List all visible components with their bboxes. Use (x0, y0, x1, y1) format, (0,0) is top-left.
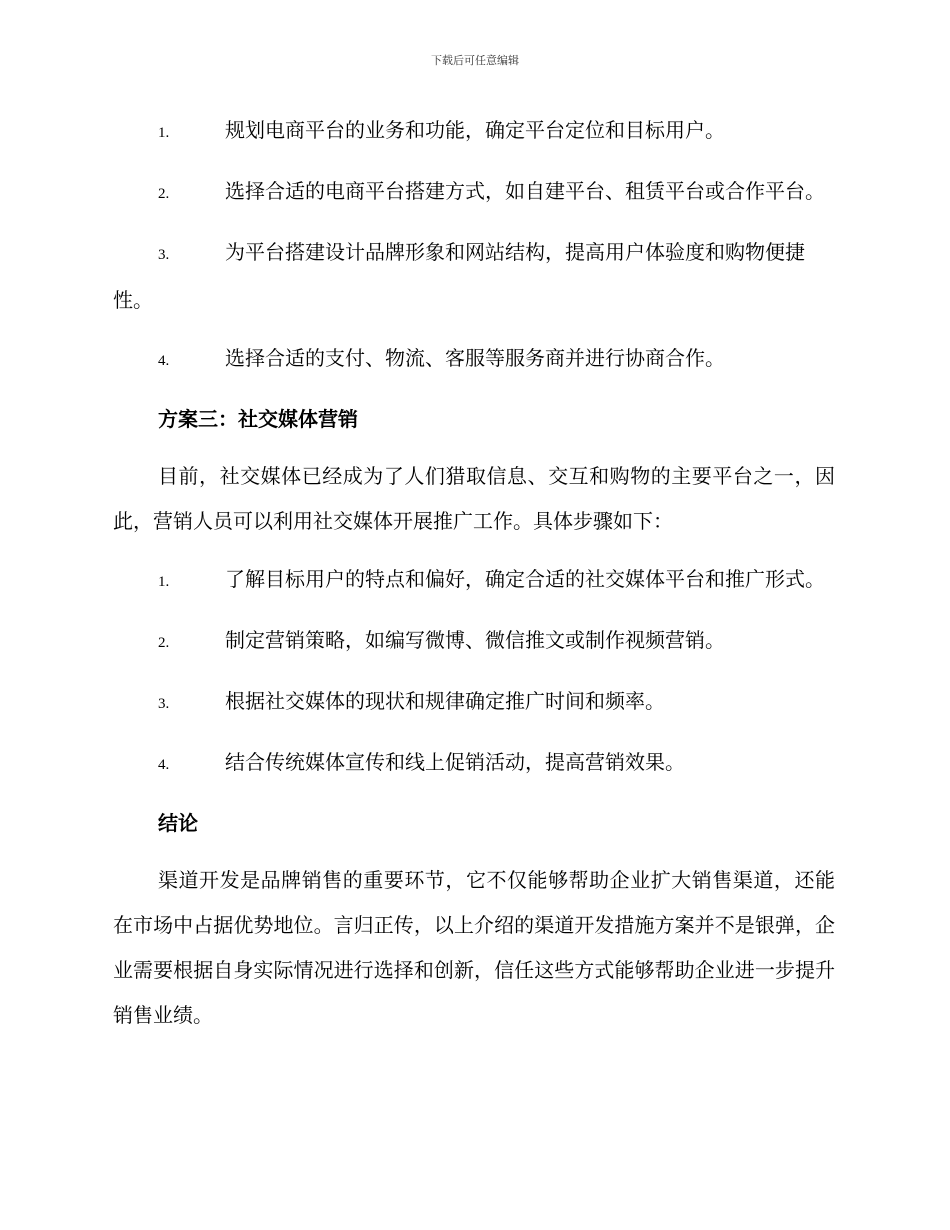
list-item (113, 169, 835, 217)
list-text: 制定营销策略，如编写微博、微信推文或制作视频营销。 (225, 628, 725, 652)
list-text: 根据社交媒体的现状和规律确定推广时间和频率。 (225, 689, 665, 713)
document-body (113, 108, 835, 1051)
list-text: 结合传统媒体宣传和线上促销活动，提高营销效果。 (225, 750, 685, 774)
list-item (113, 740, 835, 788)
section-intro-paragraph: 目前，社交媒体已经成为了人们猎取信息、交互和购物的主要平台之一，因此，营销人员可以利用社交媒体开展推广工作。具体步骤如下： (113, 464, 835, 533)
list-item (113, 108, 835, 156)
list-number: 4. (158, 757, 170, 773)
list-item (113, 618, 835, 666)
list-text: 规划电商平台的业务和功能，确定平台定位和目标用户。 (225, 118, 725, 142)
section-heading: 方案三：社交媒体营销 (158, 407, 358, 431)
list-text: 了解目标用户的特点和偏好，确定合适的社交媒体平台和推广形式。 (225, 567, 825, 591)
list-item (113, 336, 835, 384)
conclusion-paragraph: 渠道开发是品牌销售的重要环节，它不仅能够帮助企业扩大销售渠道，还能在市场中占据优势地位。言归正传，以上介绍的渠道开发措施方案并不是银弹，企业需要根据自身实际情况进行选择和创新，信任这些方式能够帮助企业进一步提升销售业绩。 (113, 868, 835, 1027)
conclusion-heading: 结论 (158, 811, 198, 835)
page-header: 下载后可任意编辑 (431, 54, 519, 67)
list-text: 选择合适的支付、物流、客服等服务商并进行协商合作。 (225, 346, 725, 370)
list-item (113, 230, 835, 323)
list-text: 选择合适的电商平台搭建方式，如自建平台、租赁平台或合作平台。 (225, 179, 825, 203)
list-number: 3. (158, 247, 170, 263)
list-number: 1. (158, 125, 170, 141)
list-number: 1. (158, 574, 170, 590)
list-number: 2. (158, 635, 170, 651)
list-number: 2. (158, 186, 170, 202)
list-number: 4. (158, 353, 170, 369)
list-item (113, 679, 835, 727)
list-text: 为平台搭建设计品牌形象和网站结构，提高用户体验度和购物便捷性。 (113, 240, 805, 312)
list-item (113, 557, 835, 605)
list-number: 3. (158, 696, 170, 712)
